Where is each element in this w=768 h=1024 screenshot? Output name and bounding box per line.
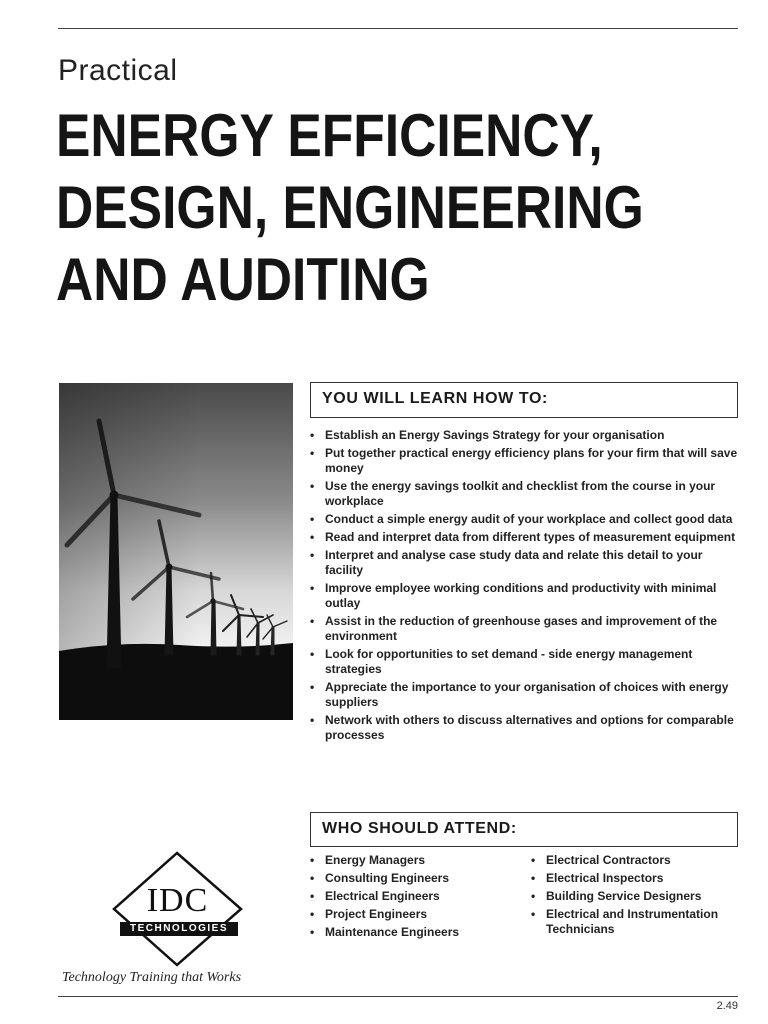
attend-heading: WHO SHOULD ATTEND: (322, 820, 517, 837)
list-item: • Conduct a simple energy audit of your workplace and collect good data (310, 512, 740, 527)
list-item: • Maintenance Engineers (310, 925, 520, 940)
list-item: • Put together practical energy efficiency plans for your firm that will save money (310, 446, 740, 476)
list-item: • Read and interpret data from different types of measurement equipment (310, 530, 740, 545)
list-item: • Project Engineers (310, 907, 520, 922)
learn-list (310, 428, 740, 746)
list-item: • Use the energy savings toolkit and checklist from the course in your workplace (310, 479, 740, 509)
list-item: • Establish an Energy Savings Strategy for your organisation (310, 428, 740, 443)
title-line: DESIGN, ENGINEERING (56, 174, 644, 241)
list-item: • Building Service Designers (531, 889, 741, 904)
list-item: • Network with others to discuss alternatives and options for comparable processes (310, 713, 740, 743)
learn-heading-box (310, 382, 738, 418)
list-item: • Electrical and Instrumentation Technicians (531, 907, 741, 937)
list-item: • Electrical Inspectors (531, 871, 741, 886)
list-item: • Energy Managers (310, 853, 520, 868)
bottom-rule (58, 996, 738, 997)
wind-turbines-photo (59, 383, 293, 720)
title-line: AND AUDITING (56, 246, 430, 313)
list-item: • Improve employee working conditions and productivity with minimal outlay (310, 581, 740, 611)
top-rule (58, 28, 738, 29)
attend-heading-box (310, 812, 738, 847)
title-line: ENERGY EFFICIENCY, (56, 102, 603, 169)
logo-band: TECHNOLOGIES (120, 922, 238, 936)
logo-name: IDC (146, 882, 209, 919)
list-item: • Consulting Engineers (310, 871, 520, 886)
idc-logo (110, 850, 245, 968)
list-item: • Electrical Engineers (310, 889, 520, 904)
list-item: • Electrical Contractors (531, 853, 741, 868)
list-item: • Assist in the reduction of greenhouse gases and improvement of the environment (310, 614, 740, 644)
list-item: • Appreciate the importance to your organisation of choices with energy suppliers (310, 680, 740, 710)
title-kicker: Practical (58, 54, 178, 87)
tagline: Technology Training that Works (62, 970, 242, 985)
list-item: • Interpret and analyse case study data and relate this detail to your facility (310, 548, 740, 578)
page-number: 2.49 (716, 1000, 738, 1012)
learn-heading: YOU WILL LEARN HOW TO: (322, 390, 548, 407)
attend-list-left (310, 853, 520, 943)
attend-list-right (531, 853, 741, 940)
list-item: • Look for opportunities to set demand - side energy management strategies (310, 647, 740, 677)
page-title (56, 100, 756, 316)
